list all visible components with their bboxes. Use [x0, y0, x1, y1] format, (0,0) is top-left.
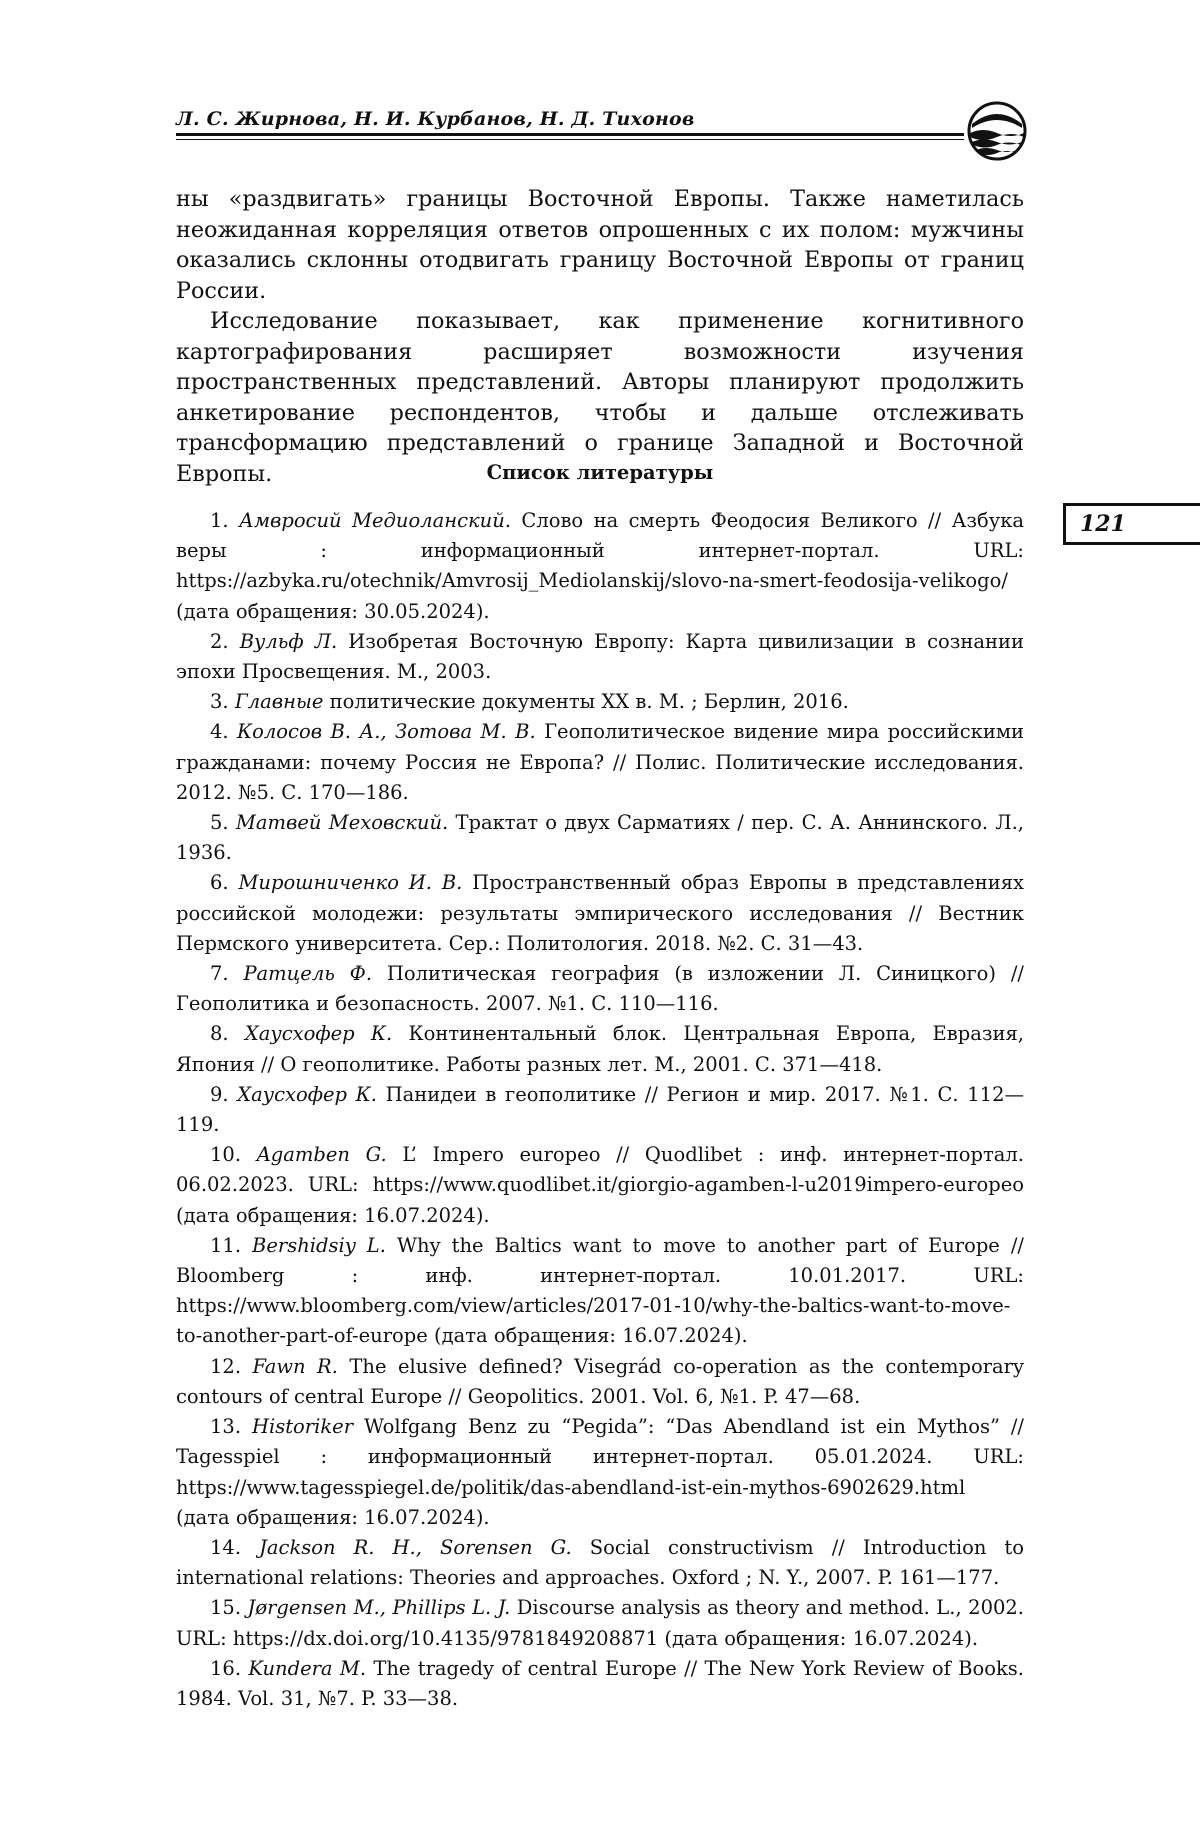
reference-number: 7. — [210, 962, 229, 986]
header-authors: Л. С. Жирнова, Н. И. Курбанов, Н. Д. Тихонов — [176, 108, 695, 130]
reference-text: Панидеи в геополитике // Регион и мир. 2017. №1. С. 112—119. — [176, 1082, 1024, 1137]
reference-author: Вульф Л. — [239, 629, 338, 653]
page-number: 121 — [1080, 511, 1126, 537]
reference-author: Хаусхофер К. — [244, 1022, 393, 1046]
reference-number: 8. — [210, 1022, 229, 1046]
reference-text: Континентальный блок. Центральная Европа, Евразия, Япония // О геополитике. Работы разных лет. М., 2001. С. 371—418. — [176, 1022, 1024, 1076]
references-list — [176, 506, 1024, 1714]
reference-number: 4. — [210, 720, 229, 744]
reference-author: Jackson R. H., Sorensen G. — [259, 1535, 572, 1559]
running-header — [176, 100, 1024, 160]
reference-item — [176, 959, 1024, 1019]
reference-item — [176, 868, 1024, 959]
reference-item — [176, 1654, 1024, 1714]
reference-author: Колосов В. А., Зотова М. В. — [237, 720, 536, 744]
page-number-tab — [1063, 503, 1200, 545]
reference-number: 16. — [210, 1656, 242, 1680]
reference-text: Изобретая Восточную Европу: Карта цивилизации в сознании эпохи Просвещения. М., 2003. — [176, 629, 1025, 684]
reference-number: 12. — [210, 1354, 242, 1378]
reference-item — [176, 1593, 1024, 1653]
paragraph: Исследование показывает, как применение когнитивного картографирования расширяет возможности изучения пространственных представлений. Авторы планируют продолжить анкетирование респондентов, чтобы и дальше отслеживать трансформацию представлений о границе Западной и Восточной Европы. — [176, 308, 1024, 487]
reference-number: 11. — [210, 1233, 242, 1257]
reference-item — [176, 808, 1024, 868]
reference-item — [176, 1533, 1024, 1593]
reference-number: 5. — [210, 811, 229, 835]
reference-text: политические документы XX в. М. ; Берлин, 2016. — [323, 690, 849, 714]
reference-author: Хаусхофер К. — [237, 1082, 377, 1106]
reference-number: 14. — [210, 1535, 242, 1559]
reference-text: Политическая география (в изложении Л. Синицкого) // Геополитика и безопасность. 2007. №1. С. 110—116. — [176, 962, 1024, 1016]
reference-item — [176, 627, 1024, 687]
reference-author: Kundera M. — [248, 1656, 367, 1680]
paragraph: ны «раздвигать» границы Восточной Европы. Также наметилась неожиданная корреляция ответов опрошенных с их полом: мужчины оказались склонны отодвигать границу Восточной Европы от границ России. — [176, 186, 1024, 304]
reference-text: Слово на смерть Феодосия Великого // Азбука веры : информационный интернет-портал. URL: https://azbyka.ru/otechnik/Amvrosij_Mediolanskij/slovo-na-smert-feodosija-velikogo/ (дата обращения: 30.05.2024). — [176, 509, 1025, 623]
reference-number: 6. — [210, 871, 229, 895]
reference-author: Матвей Меховский. — [235, 811, 449, 835]
reference-author: Historiker — [251, 1415, 354, 1439]
reference-text: Why the Baltics want to move to another part of Europe // Bloomberg : инф. интернет-портал. 10.01.2017. URL: https://www.bloomberg.com/view/articles/2017-01-10/why-the-baltics-want-to-move-to-another-part-of-europe (дата обращения: 16.07.2024). — [176, 1233, 1024, 1348]
reference-item — [176, 687, 1024, 717]
reference-author: Bershidsiy L. — [252, 1233, 386, 1257]
reference-item — [176, 1352, 1024, 1412]
reference-author: Мирошниченко И. В. — [238, 871, 463, 895]
reference-text: Discourse analysis as theory and method. L., 2002. URL: https://dx.doi.org/10.4135/9781849208871 (дата обращения: 16.07.2024). — [176, 1596, 1024, 1650]
reference-item — [176, 1080, 1024, 1140]
reference-number: 2. — [210, 629, 229, 653]
reference-text: Пространственный образ Европы в представлениях российской молодежи: результаты эмпирического исследования // Вестник Пермского университета. Сер.: Политология. 2018. №2. С. 31—43. — [176, 871, 1024, 955]
reference-item — [176, 717, 1024, 808]
reference-number: 1. — [210, 509, 229, 532]
reference-item — [176, 1412, 1024, 1533]
reference-author: Главные — [234, 690, 324, 714]
reference-author: Ратцель Ф. — [243, 962, 373, 986]
reference-text: L’ Impero europeo // Quodlibet : инф. интернет-портал. 06.02.2023. URL: https://www.quodlibet.it/giorgio-agamben-l-u2019impero-europeo (дата обращения: 16.07.2024). — [176, 1143, 1025, 1227]
reference-item — [176, 1019, 1024, 1079]
reference-number: 9. — [210, 1082, 229, 1106]
header-rule-thin — [176, 139, 964, 140]
reference-text: Геополитическое видение мира российскими гражданами: почему Россия не Европа? // Полис. Политические исследования. 2012. №5. С. 170—186. — [176, 720, 1024, 804]
references-title: Список литературы — [486, 461, 714, 484]
reference-text: Wolfgang Benz zu “Pegida”: “Das Abendland ist ein Mythos” // Tagesspiel : информационный интернет-портал. 05.01.2024. URL: https://www.tagesspiegel.de/politik/das-abendland-ist-ein-mythos-6902629.html (дата обращения: 16.07.2024). — [176, 1415, 1024, 1529]
reference-item — [176, 1140, 1024, 1231]
reference-text: The tragedy of central Europe // The New York Review of Books. 1984. Vol. 31, №7. P. 33—38. — [176, 1656, 1025, 1710]
journal-wave-logo-icon — [966, 100, 1028, 162]
reference-author: Fawn R. — [252, 1354, 338, 1378]
reference-text: The elusive defined? Visegrád co-operation as the contemporary contours of central Europe // Geopolitics. 2001. Vol. 6, №1. P. 47—68. — [176, 1354, 1025, 1408]
reference-item — [176, 1231, 1024, 1352]
header-rule — [176, 133, 964, 136]
reference-author: Agamben G. — [256, 1143, 387, 1167]
reference-author: Jørgensen M., Phillips L. J. — [247, 1596, 511, 1620]
body-text — [176, 184, 1024, 489]
reference-author: Амвросий Медиоланский. — [239, 509, 511, 532]
reference-number: 15. — [210, 1596, 242, 1620]
reference-text: Social constructivism // Introduction to international relations: Theories and approaches. Oxford ; N. Y., 2007. P. 161—177. — [176, 1535, 1025, 1590]
reference-number: 3. — [210, 690, 229, 714]
reference-text: Трактат о двух Сарматиях / пер. С. А. Аннинского. Л., 1936. — [176, 811, 1024, 865]
reference-item — [176, 506, 1024, 627]
reference-number: 13. — [210, 1415, 242, 1439]
reference-number: 10. — [210, 1143, 242, 1167]
